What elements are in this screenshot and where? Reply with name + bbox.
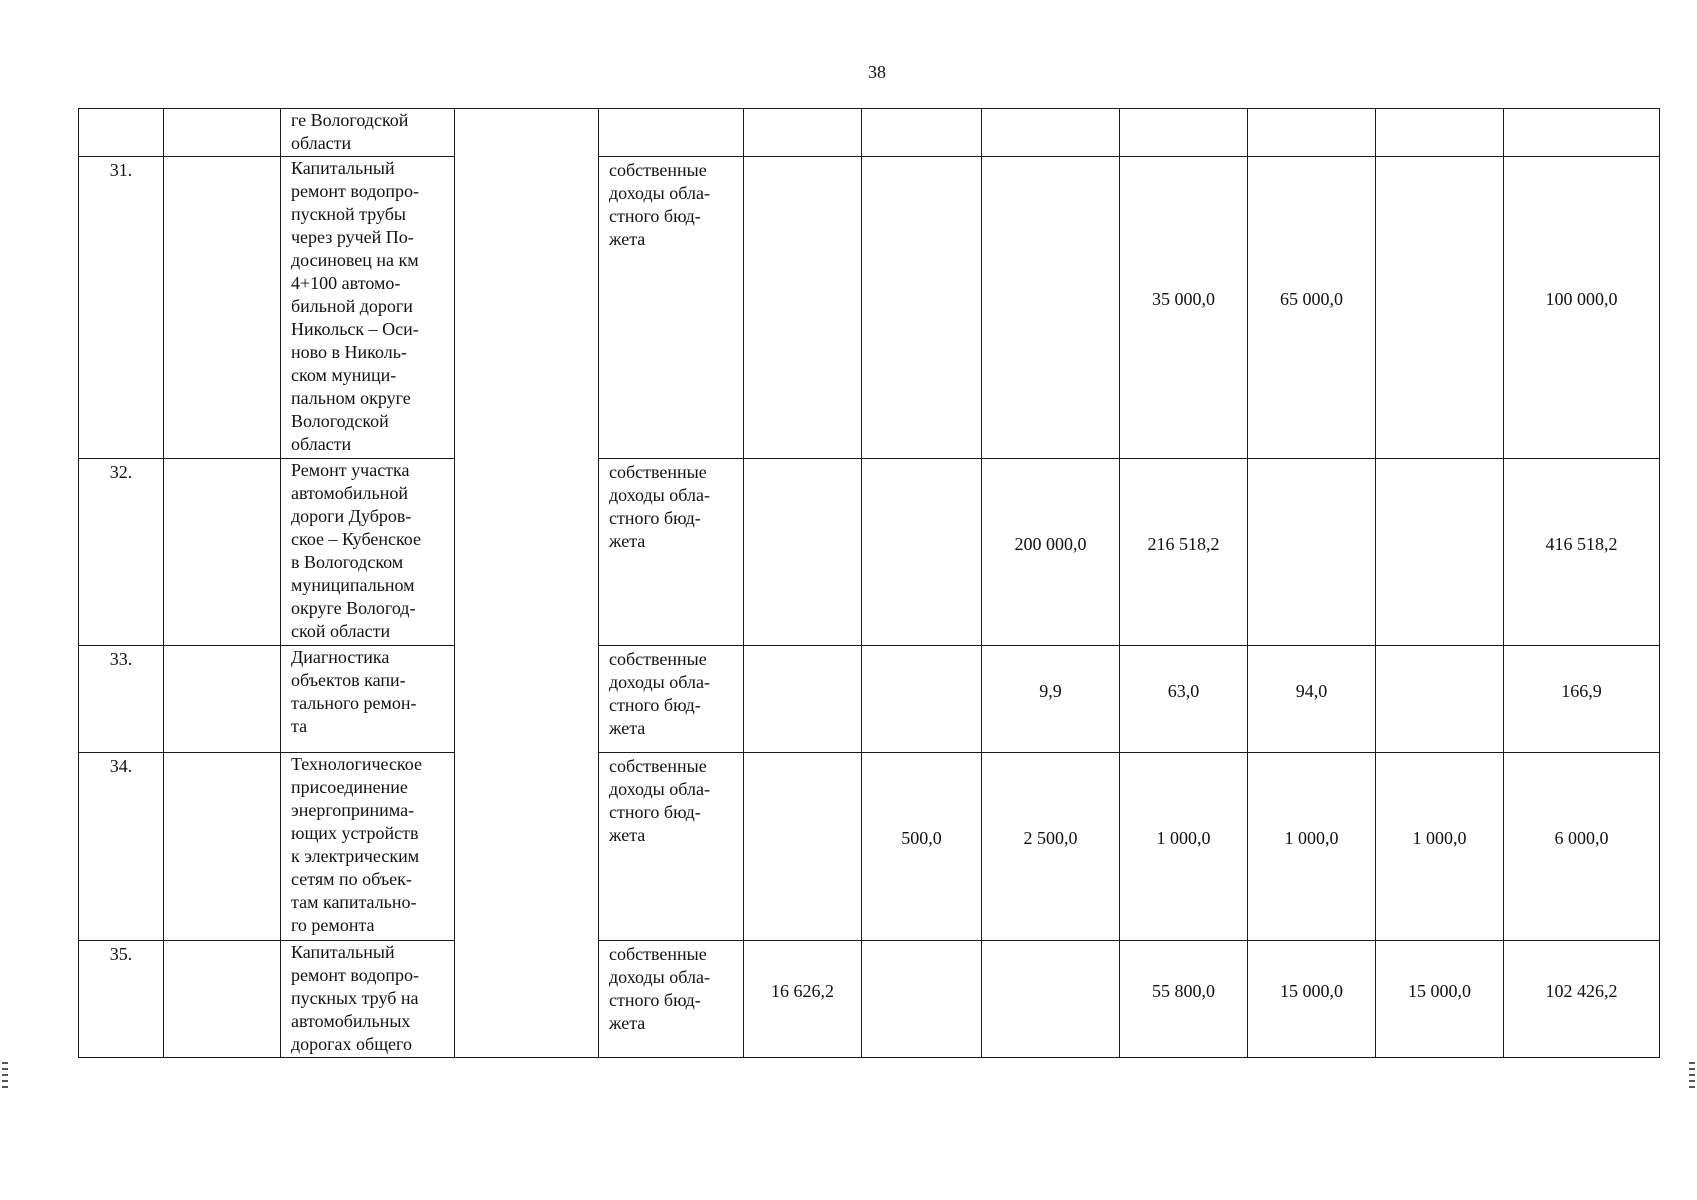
- blank-cell: [164, 459, 281, 646]
- funding-source: собственные доходы обла- стного бюд- жета: [599, 753, 744, 941]
- amount-col-5-cell: [1248, 646, 1376, 753]
- amount-col-6-cell: [1376, 157, 1504, 459]
- amount-col-4-cell: [1120, 941, 1248, 1058]
- amount-value: 35 000,0: [1152, 289, 1215, 309]
- amount-col-1-cell: [744, 109, 862, 157]
- row-number: 34.: [79, 753, 164, 941]
- amount-col-5-cell: [1248, 109, 1376, 157]
- amount-col-6-cell: [1376, 109, 1504, 157]
- amount-value: 1 000,0: [1284, 828, 1339, 848]
- amount-total-cell: [1504, 459, 1660, 646]
- amount-col-1-cell: [744, 157, 862, 459]
- amount-col-2-cell: [862, 941, 982, 1058]
- table-row: [79, 753, 1660, 941]
- funding-source: [599, 109, 744, 157]
- object-name: Капитальный ремонт водопро- пускной трубы через ручей По- досиновец на км 4+100 автомо- бильной дороги Никольск – Оси- ново в Николь- ском муници- пальном округе Вологодской области: [281, 157, 455, 459]
- amount-total-cell: [1504, 941, 1660, 1058]
- amount-value: 55 800,0: [1152, 980, 1215, 1001]
- amount-col-6-cell: [1376, 459, 1504, 646]
- amount-col-3-cell: [982, 646, 1120, 753]
- amount-col-2-cell: [862, 753, 982, 941]
- amount-col-2-cell: [862, 646, 982, 753]
- amount-col-1-cell: [744, 941, 862, 1058]
- amount-total-cell: [1504, 753, 1660, 941]
- amount-value: 9,9: [1039, 680, 1062, 701]
- amount-value: 65 000,0: [1280, 289, 1343, 309]
- amount-total-value: 102 426,2: [1545, 980, 1618, 1001]
- amount-col-6-cell: [1376, 753, 1504, 941]
- amount-col-4-cell: [1120, 646, 1248, 753]
- amount-col-1-cell: [744, 646, 862, 753]
- amount-col-6-cell: [1376, 646, 1504, 753]
- amount-total-value: 6 000,0: [1554, 828, 1609, 848]
- funding-source: собственные доходы обла- стного бюд- жета: [599, 459, 744, 646]
- amount-value: 1 000,0: [1412, 828, 1467, 848]
- blank-cell: [164, 157, 281, 459]
- amount-col-6-cell: [1376, 941, 1504, 1058]
- amount-col-5-cell: [1248, 941, 1376, 1058]
- merged-blank-cell: [455, 109, 599, 1058]
- table-row: [79, 459, 1660, 646]
- blank-cell: [164, 753, 281, 941]
- row-number: 32.: [79, 459, 164, 646]
- object-name: Диагностика объектов капи- тального ремон- та: [281, 646, 455, 753]
- table-row: [79, 941, 1660, 1058]
- amount-value: 63,0: [1167, 680, 1200, 701]
- amount-col-2-cell: [862, 157, 982, 459]
- amount-col-2-cell: [862, 109, 982, 157]
- amount-value: 200 000,0: [1014, 533, 1087, 554]
- object-name: Капитальный ремонт водопро- пускных труб на автомобильных дорогах общего: [281, 941, 455, 1058]
- object-name: Ремонт участка автомобильной дороги Дубров- ское – Кубенское в Вологодском муниципальном округе Вологод- ской области: [281, 459, 455, 646]
- scan-edge-mark-left: [2, 1062, 8, 1090]
- amount-col-3-cell: [982, 109, 1120, 157]
- table-row: [79, 646, 1660, 753]
- amount-total-cell: [1504, 157, 1660, 459]
- amount-col-3-cell: [982, 941, 1120, 1058]
- row-number: 31.: [79, 157, 164, 459]
- blank-cell: [164, 646, 281, 753]
- blank-cell: [164, 941, 281, 1058]
- table-body: [79, 109, 1660, 1058]
- table-row: [79, 157, 1660, 459]
- amount-total-value: 166,9: [1561, 680, 1602, 701]
- amount-value: 94,0: [1295, 680, 1328, 701]
- amount-col-4-cell: [1120, 753, 1248, 941]
- amount-col-1-cell: [744, 753, 862, 941]
- amount-col-3-cell: [982, 157, 1120, 459]
- page-number: 38: [868, 62, 886, 82]
- amount-value: 216 518,2: [1147, 533, 1220, 554]
- amount-total-cell: [1504, 109, 1660, 157]
- amount-value: 1 000,0: [1156, 828, 1211, 848]
- amount-col-3-cell: [982, 459, 1120, 646]
- amount-col-5-cell: [1248, 753, 1376, 941]
- amount-total-value: 416 518,2: [1545, 533, 1618, 554]
- amount-total-cell: [1504, 646, 1660, 753]
- funding-source: собственные доходы обла- стного бюд- жета: [599, 646, 744, 753]
- amount-value: 16 626,2: [771, 980, 834, 1001]
- amount-col-1-cell: [744, 459, 862, 646]
- amount-col-4-cell: [1120, 109, 1248, 157]
- amount-col-5-cell: [1248, 459, 1376, 646]
- table-row: [79, 109, 1660, 157]
- row-number: [79, 109, 164, 157]
- object-name: Технологическое присоединение энергопринима- ющих устройств к электрическим сетям по объек- там капитально- го ремонта: [281, 753, 455, 941]
- budget-table: [78, 108, 1660, 1058]
- amount-col-4-cell: [1120, 157, 1248, 459]
- amount-value: 500,0: [901, 828, 942, 848]
- funding-source: собственные доходы обла- стного бюд- жета: [599, 157, 744, 459]
- amount-col-2-cell: [862, 459, 982, 646]
- object-name: ге Вологодской области: [281, 109, 455, 157]
- amount-value: 2 500,0: [1023, 828, 1078, 848]
- amount-col-3-cell: [982, 753, 1120, 941]
- amount-col-5-cell: [1248, 157, 1376, 459]
- scan-edge-mark-right: [1689, 1062, 1695, 1090]
- funding-source: собственные доходы обла- стного бюд- жета: [599, 941, 744, 1058]
- amount-value: 15 000,0: [1280, 980, 1343, 1001]
- amount-total-value: 100 000,0: [1545, 289, 1618, 309]
- amount-col-4-cell: [1120, 459, 1248, 646]
- amount-value: 15 000,0: [1408, 980, 1471, 1001]
- blank-cell: [164, 109, 281, 157]
- row-number: 35.: [79, 941, 164, 1058]
- row-number: 33.: [79, 646, 164, 753]
